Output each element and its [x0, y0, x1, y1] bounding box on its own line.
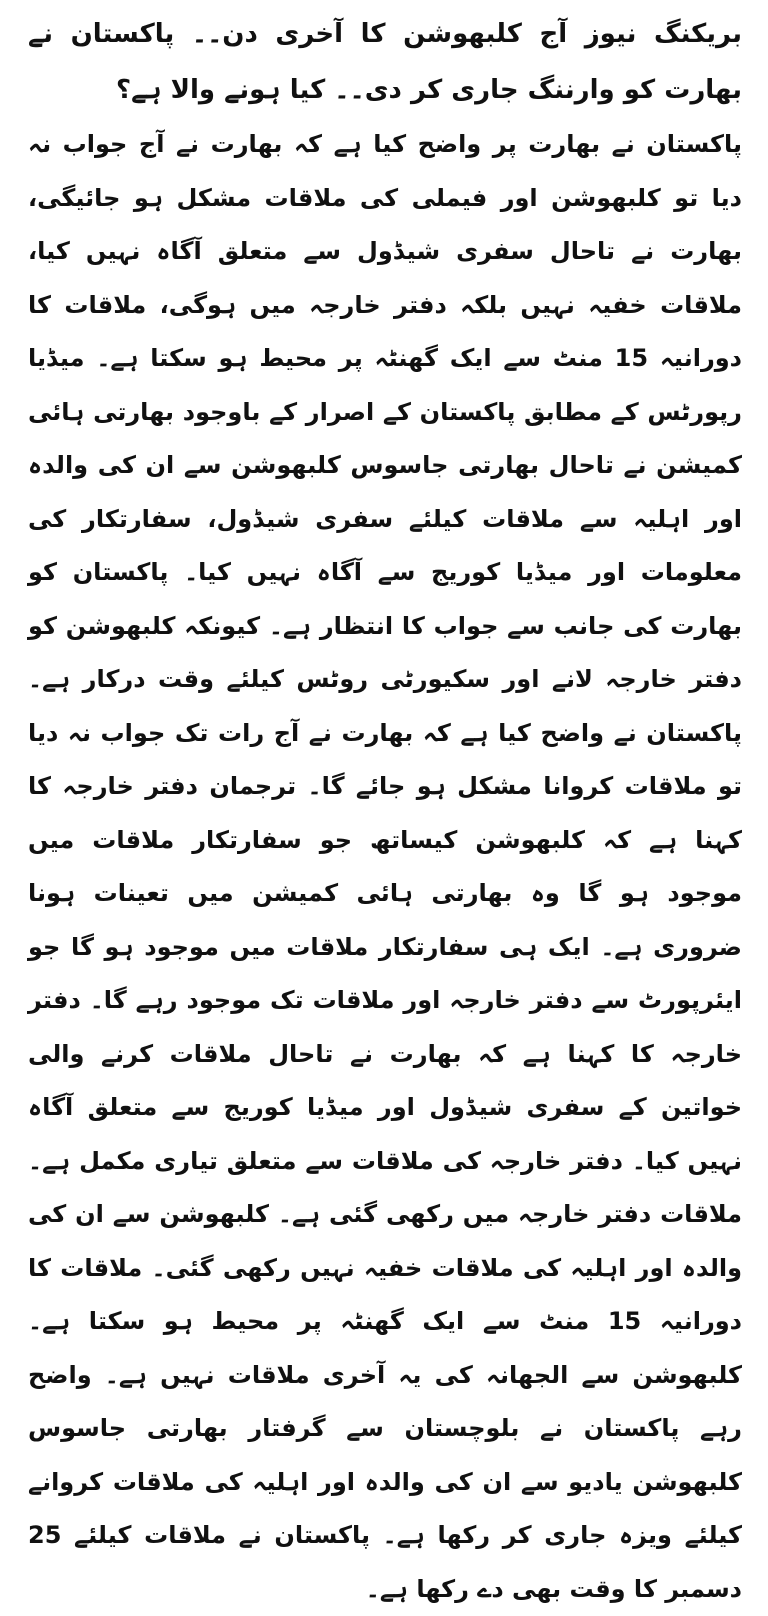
- article-headline: بریکنگ نیوز آج کلبھوشن کا آخری دن۔۔ پاکستان نے بھارت کو وارننگ جاری کر دی۔۔ کیا ہونے والا ہے؟: [28, 19, 742, 105]
- article-body: پاکستان نے بھارت پر واضح کیا ہے کہ بھارت نے آج جواب نہ دیا تو کلبھوشن اور فیملی کی ملاقات مشکل ہو جائیگی، بھارت نے تاحال سفری شیڈول سے متعلق آگاہ نہیں کیا، ملاقات خفیہ نہیں بلکہ دفتر خارجہ میں ہوگی، ملاقات کا دورانیہ 15 منٹ سے ایک گھنٹہ پر محیط ہو سکتا ہے۔ میڈیا رپورٹس کے مطابق پاکستان کے اصرار کے باوجود بھارتی ہائی کمیشن نے تاحال بھارتی جاسوس کلبھوشن سے ان کی والدہ اور اہلیہ سے ملاقات کیلئے سفری شیڈول، سفارتکار کی معلومات اور میڈیا کوریج سے آگاہ نہیں کیا۔ پاکستان کو بھارت کی جانب سے جواب کا انتظار ہے۔ کیونکہ کلبھوشن کو دفتر خارجہ لانے اور سکیورٹی روٹس کیلئے وقت درکار ہے۔ پاکستان نے واضح کیا ہے کہ بھارت نے آج رات تک جواب نہ دیا تو ملاقات کروانا مشکل ہو جائے گا۔ ترجمان دفتر خارجہ کا کہنا ہے کہ کلبھوشن کیساتھ جو سفارتکار ملاقات میں موجود ہو گا وہ بھارتی ہائی کمیشن میں تعینات ہونا ضروری ہے۔ ایک ہی سفارتکار ملاقات میں موجود ہو گا جو ایئرپورٹ سے دفتر خارجہ اور ملاقات تک موجود رہے گا۔ دفتر خارجہ کا کہنا ہے کہ بھارت نے تاحال ملاقات کرنے والی خواتین کے سفری شیڈول اور میڈیا کوریج سے متعلق آگاہ نہیں کیا۔ دفتر خارجہ کی ملاقات سے متعلق تیاری مکمل ہے۔ ملاقات دفتر خارجہ میں رکھی گئی ہے۔ کلبھوشن سے ان کی والدہ اور اہلیہ کی ملاقات خفیہ نہیں رکھی گئی۔ ملاقات کا دورانیہ 15 منٹ سے ایک گھنٹہ پر محیط ہو سکتا ہے۔ کلبھوشن سے الجھانہ کی یہ آخری ملاقات نہیں ہے۔ واضح رہے پاکستان نے بلوچستان سے گرفتار بھارتی جاسوس کلبھوشن یادیو سے ان کی والدہ اور اہلیہ کی ملاقات کروانے کیلئے ویزہ جاری کر رکھا ہے۔ پاکستان نے ملاقات کیلئے 25 دسمبر کا وقت بھی دے رکھا ہے۔: [28, 130, 743, 1603]
